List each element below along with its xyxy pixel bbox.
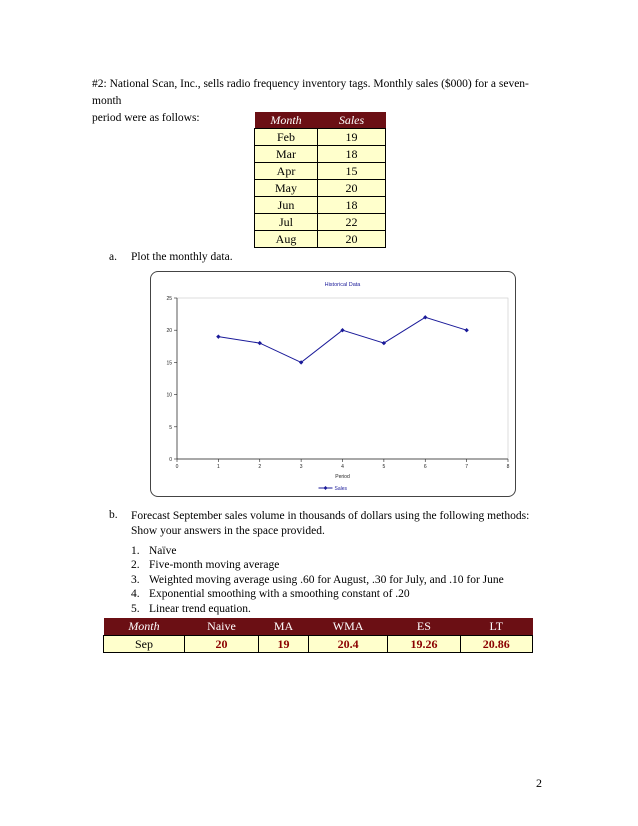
sales-cell: 18 bbox=[318, 197, 386, 214]
plot-area bbox=[177, 298, 508, 459]
chart-svg bbox=[151, 272, 515, 496]
question-a-label: a. bbox=[109, 251, 117, 263]
page-number: 2 bbox=[536, 776, 542, 790]
intro-line-2: period were as follows: bbox=[92, 112, 200, 124]
table-row bbox=[255, 129, 386, 146]
list-item: 3. Weighted moving average using .60 for August, .30 for July, and .10 for June bbox=[131, 573, 504, 586]
y-tick-label: 5 bbox=[169, 424, 172, 431]
sales-table-header bbox=[255, 112, 386, 129]
month-cell: Apr bbox=[255, 163, 318, 180]
lt-value: 20.86 bbox=[460, 636, 532, 653]
month-cell: Sep bbox=[104, 636, 185, 653]
question-b-text: Forecast September sales volume in thousands of dollars using the following methods: Show your answers in the space provided. bbox=[131, 510, 530, 537]
list-item: 1. Naïve bbox=[131, 545, 177, 557]
header-month: Month bbox=[255, 112, 318, 129]
header-sales: Sales bbox=[318, 112, 386, 129]
table-row bbox=[104, 636, 533, 653]
x-tick-label: 1 bbox=[216, 464, 220, 470]
sales-cell: 20 bbox=[318, 180, 386, 197]
y-tick-label: 0 bbox=[169, 457, 172, 463]
chart-title: Historical Data bbox=[324, 282, 361, 288]
sales-cell: 15 bbox=[318, 163, 386, 180]
table-row bbox=[255, 146, 386, 163]
intro-line-1: #2: National Scan, Inc., sells radio frequency inventory tags. Monthly sales ($000) for a seven-month bbox=[92, 78, 529, 107]
table-row bbox=[255, 231, 386, 248]
list-item: 4. Exponential smoothing with a smoothing constant of .20 bbox=[131, 588, 410, 601]
x-tick-label: 0 bbox=[175, 464, 179, 470]
table-row bbox=[255, 197, 386, 214]
x-tick-label: 2 bbox=[258, 464, 262, 470]
x-tick-label: 3 bbox=[299, 464, 303, 470]
y-tick-label: 10 bbox=[166, 392, 172, 399]
list-item: 5. Linear trend equation. bbox=[131, 602, 251, 615]
question-a-text: Plot the monthly data. bbox=[131, 251, 233, 263]
y-tick-label: 20 bbox=[166, 328, 172, 335]
x-tick-label: 4 bbox=[341, 464, 344, 470]
month-cell: Jul bbox=[255, 214, 318, 231]
ma-value: 19 bbox=[259, 636, 309, 653]
header-es: ES bbox=[388, 618, 460, 636]
sales-cell: 22 bbox=[318, 214, 386, 231]
y-tick-label: 25 bbox=[166, 296, 172, 302]
x-tick-label: 5 bbox=[382, 464, 386, 470]
header-lt: LT bbox=[460, 618, 532, 636]
month-cell: Feb bbox=[255, 129, 318, 146]
month-cell: Aug bbox=[255, 231, 318, 248]
list-item: 2. Five-month moving average bbox=[131, 559, 280, 572]
sales-table bbox=[254, 112, 386, 248]
header-wma: WMA bbox=[309, 618, 388, 636]
header-naive: Naive bbox=[184, 618, 258, 636]
sales-cell: 18 bbox=[318, 146, 386, 163]
legend-label: Sales bbox=[334, 486, 348, 492]
x-tick-label: 8 bbox=[506, 464, 510, 470]
forecast-table-header bbox=[104, 618, 533, 636]
sales-cell: 20 bbox=[318, 231, 386, 248]
month-cell: May bbox=[255, 180, 318, 197]
methods-list bbox=[131, 544, 504, 616]
historical-data-chart bbox=[150, 271, 516, 497]
legend-marker bbox=[324, 486, 328, 490]
header-month: Month bbox=[104, 618, 185, 636]
forecast-table bbox=[103, 618, 533, 653]
month-cell: Mar bbox=[255, 146, 318, 163]
month-cell: Jun bbox=[255, 197, 318, 214]
es-value: 19.26 bbox=[388, 636, 460, 653]
wma-value: 20.4 bbox=[309, 636, 388, 653]
header-ma: MA bbox=[259, 618, 309, 636]
table-row bbox=[255, 163, 386, 180]
x-tick-label: 6 bbox=[423, 464, 427, 470]
x-axis-label: Period bbox=[335, 474, 350, 480]
question-b-label: b. bbox=[109, 509, 118, 521]
x-tick-label: 7 bbox=[465, 464, 469, 470]
table-row bbox=[255, 180, 386, 197]
naive-value: 20 bbox=[184, 636, 258, 653]
sales-cell: 19 bbox=[318, 129, 386, 146]
table-row bbox=[255, 214, 386, 231]
y-tick-label: 15 bbox=[166, 360, 172, 367]
